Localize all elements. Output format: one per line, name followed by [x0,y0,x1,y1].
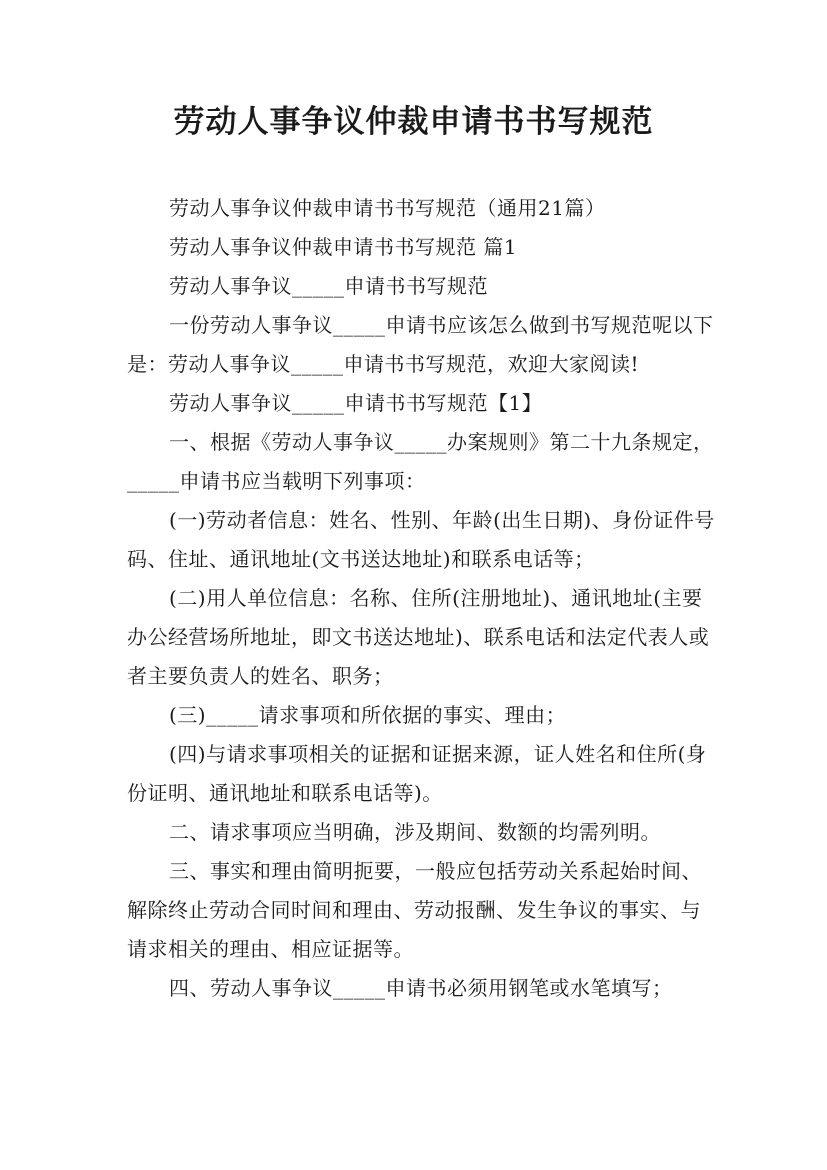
paragraph: 劳动人事争议仲裁申请书书写规范（通用21篇） [169,196,606,220]
document-title: 劳动人事争议仲裁申请书书写规范 [173,104,654,140]
paragraph: 一份劳动人事争议_____申请书应该怎么做到书写规范呢以下是：劳动人事争议_____申请书书写规范，欢迎大家阅读! [127,313,714,376]
paragraph: 四、劳动人事争议_____申请书必须用钢笔或水笔填写； [169,976,673,1000]
paragraph: 劳动人事争议_____申请书书写规范【1】 [169,391,543,415]
document-body [127,189,717,1008]
paragraph: 劳动人事争议_____申请书书写规范 [169,274,488,298]
paragraph: 三、事实和理由简明扼要，一般应包括劳动关系起始时间、解除终止劳动合同时间和理由、劳动报酬、发生争议的事实、与请求相关的理由、相应证据等。 [127,859,702,961]
paragraph: 二、请求事项应当明确，涉及期间、数额的均需列明。 [169,820,661,844]
paragraph: 一、根据《劳动人事争议_____办案规则》第二十九条规定，_____申请书应当载明下列事项： [127,430,714,493]
paragraph: 劳动人事争议仲裁申请书书写规范 篇1 [169,235,518,259]
paragraph: (四)与请求事项相关的证据和证据来源，证人姓名和住所(身份证明、通讯地址和联系电话等)。 [127,742,707,805]
paragraph: (二)用人单位信息：名称、住所(注册地址)、通讯地址(主要办公经营场所地址，即文书送达地址)、联系电话和法定代表人或者主要负责人的姓名、职务； [127,586,710,688]
paragraph: (三)_____请求事项和所依据的事实、理由； [169,703,567,727]
paragraph: (一)劳动者信息：姓名、性别、年龄(出生日期)、身份证件号码、住址、通讯地址(文书送达地址)和联系电话等； [127,508,715,571]
